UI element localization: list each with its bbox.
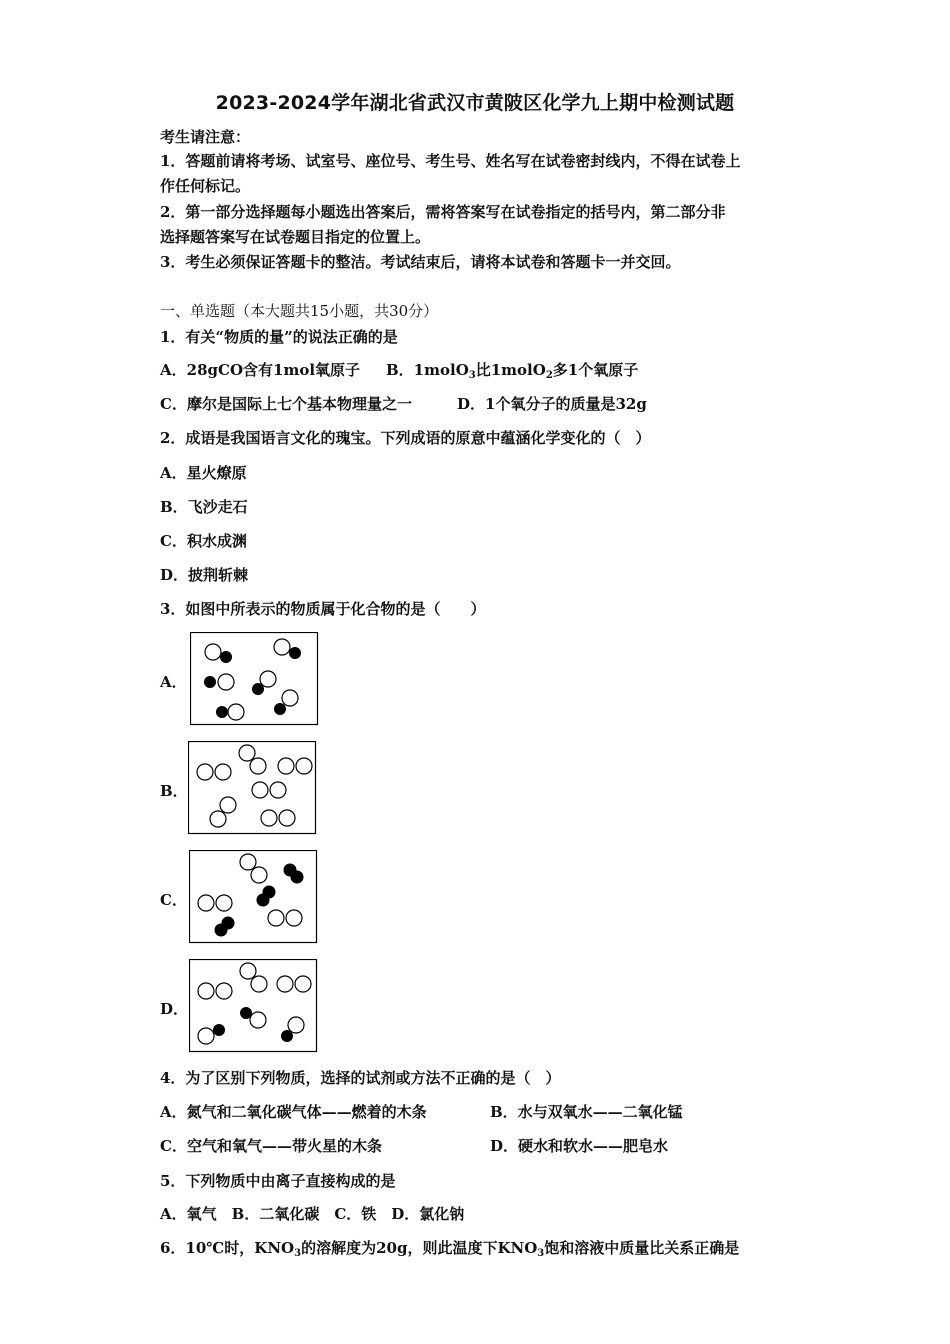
question-4-option-c: C．空气和氧气——带火星的木条: [160, 1137, 382, 1155]
notice-item-2-line-2: 选择题答案写在试卷题目指定的位置上。: [160, 228, 431, 246]
question-3-label-c: C．: [160, 891, 187, 909]
question-4-option-b: B．水与双氧水——二氧化锰: [490, 1103, 683, 1121]
question-3-diagram-b: [188, 741, 318, 835]
page-title: 2023-2024学年湖北省武汉市黄陂区化学九上期中检测试题: [215, 92, 735, 114]
question-4-option-a: A．氮气和二氧化碳气体——燃着的木条: [160, 1103, 427, 1121]
question-5-stem: 5．下列物质中由离子直接构成的是: [160, 1172, 396, 1190]
question-4-option-d: D．硬水和软水——肥皂水: [490, 1137, 669, 1155]
question-3-stem: 3．如图中所表示的物质属于化合物的是（ ）: [160, 600, 486, 618]
question-3-diagram-c: [189, 850, 319, 944]
question-3-diagram-a: [190, 632, 320, 726]
question-1-stem: 1．有关“物质的量”的说法正确的是: [160, 328, 398, 346]
question-2-option-b: B．飞沙走石: [160, 498, 248, 516]
question-5-options: A．氧气 B．二氧化碳 C．铁 D．氯化钠: [160, 1205, 465, 1223]
question-2-option-d: D．披荆斩棘: [160, 566, 249, 584]
question-2-stem: 2．成语是我国语言文化的瑰宝。下列成语的原意中蕴涵化学变化的（ ）: [160, 429, 651, 447]
question-4-stem: 4．为了区别下列物质，选择的试剂或方法不正确的是（ ）: [160, 1069, 561, 1087]
question-1-option-c: C．摩尔是国际上七个基本物理量之一: [160, 395, 412, 413]
notice-item-1-line-2: 作任何标记。: [160, 177, 251, 195]
notice-item-2-line-1: 2．第一部分选择题每小题选出答案后，需将答案写在试卷指定的括号内，第二部分非: [160, 203, 726, 221]
question-1-option-a: A．28gCO含有1mol氧原子: [160, 361, 361, 379]
question-1-option-d: D．1个氧分子的质量是32g: [457, 395, 647, 413]
question-6-stem: 6．10℃时，$KNO_3$的溶解度为20g，则此温度下$KNO_3$饱和溶液中质量比关系正确是: [160, 1239, 740, 1259]
question-2-option-c: C．积水成渊: [160, 532, 247, 550]
notice-heading: 考生请注意：: [160, 128, 251, 146]
question-2-option-a: A．星火燎原: [160, 464, 247, 482]
question-3-label-d: D．: [160, 1000, 189, 1018]
notice-item-3: 3．考生必须保证答题卡的整洁。考试结束后，请将本试卷和答题卡一并交回。: [160, 253, 681, 271]
question-3-label-b: B．: [160, 782, 188, 800]
section-heading: 一、单选题（本大题共15小题，共30分）: [160, 302, 439, 320]
question-1-option-b: B．1molO$_3$比1molO$_2$多1个氧原子: [386, 361, 639, 381]
question-3-diagram-d: [189, 959, 319, 1053]
question-3-label-a: A．: [160, 673, 187, 691]
notice-item-1-line-1: 1．答题前请将考场、试室号、座位号、考生号、姓名写在试卷密封线内，不得在试卷上: [160, 152, 741, 170]
